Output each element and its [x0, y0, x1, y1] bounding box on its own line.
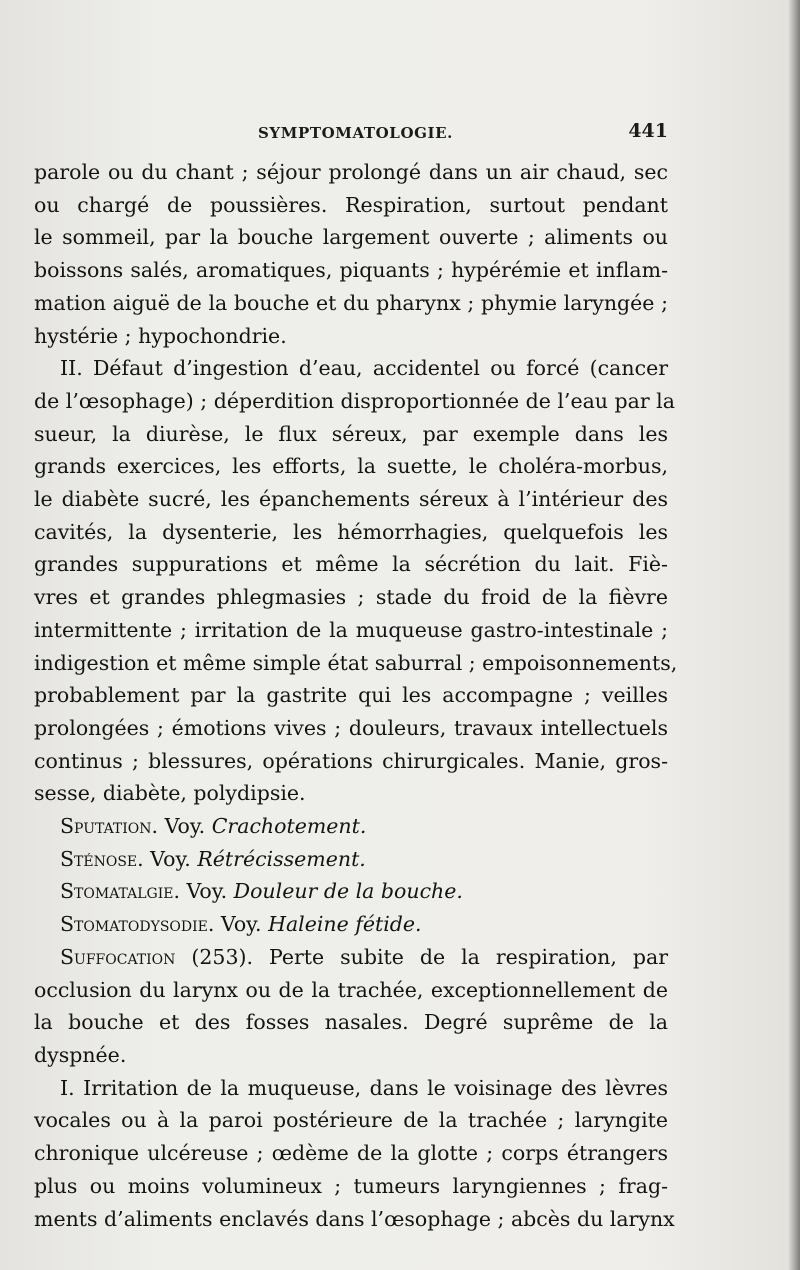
running-title: SYMPTOMATOLOGIE.	[258, 124, 453, 142]
text-line: II. Défaut d’ingestion d’eau, accidentel ou forcé (cancer	[60, 356, 668, 381]
entry-stomatalgie	[34, 875, 668, 908]
entry-reference: Haleine fétide.	[268, 912, 422, 937]
body-text	[34, 156, 678, 1235]
text-line: sesse, diabète, polydipsie.	[34, 781, 306, 806]
text-line: indigestion et même simple état saburral ; empoisonnements,	[34, 650, 678, 675]
entry-reference: Rétrécissement.	[197, 846, 366, 871]
entry-text: (253). Perte subite de la respiration, par	[175, 944, 668, 969]
entry-stomatodysodie	[34, 908, 668, 941]
text-line: de l’œsophage) ; déperdition disproportionnée de l’eau par la	[34, 388, 675, 413]
text-line: la bouche et des fosses nasales. Degré suprême de la	[34, 1010, 668, 1035]
entry-term: Stomatalgie	[60, 879, 174, 904]
entry-reference: Crachotement.	[211, 814, 367, 839]
entry-stenose	[34, 843, 668, 876]
entry-see: . Voy.	[207, 912, 269, 937]
text-line: le sommeil, par la bouche largement ouverte ; aliments ou	[34, 225, 668, 250]
entry-term: Sténose	[60, 846, 138, 871]
entry-see: . Voy.	[173, 879, 234, 904]
text-line: probablement par la gastrite qui les accompagne ; veilles	[34, 683, 668, 708]
text-line: hystérie ; hypochondrie.	[34, 323, 287, 348]
text-line: grandes suppurations et même la sécrétion du lait. Fiè-	[34, 552, 668, 577]
text-line: boissons salés, aromatiques, piquants ; hypérémie et inflam-	[34, 258, 668, 283]
entry-suffocation	[34, 941, 668, 974]
entry-reference: Douleur de la bouche.	[233, 879, 463, 904]
page-number: 441	[628, 120, 668, 142]
text-line: sueur, la diurèse, le flux séreux, par exemple dans les	[34, 421, 668, 446]
text-line: intermittente ; irritation de la muqueuse gastro-intestinale ;	[34, 617, 668, 642]
text-line: vres et grandes phlegmasies ; stade du froid de la fièvre	[34, 585, 668, 610]
entry-see: . Voy.	[137, 846, 198, 871]
text-line: ments d’aliments enclavés dans l’œsophage ; abcès du larynx	[34, 1206, 675, 1231]
text-line: chronique ulcéreuse ; œdème de la glotte ; corps étrangers	[34, 1141, 668, 1166]
text-line: ou chargé de poussières. Respiration, surtout pendant	[34, 192, 668, 217]
text-line: continus ; blessures, opérations chirurgicales. Manie, gros-	[34, 748, 668, 773]
entry-sputation	[34, 810, 668, 843]
entry-term: Suffocation	[60, 944, 176, 969]
text-line: prolongées ; émotions vives ; douleurs, travaux intellectuels	[34, 715, 668, 740]
text-line: dyspnée.	[34, 1042, 127, 1067]
text-line: I. Irritation de la muqueuse, dans le voisinage des lèvres	[60, 1075, 668, 1100]
page-edge-shadow	[788, 0, 800, 1270]
text-line: occlusion du larynx ou de la trachée, exceptionnellement de	[34, 977, 668, 1002]
text-line: vocales ou à la paroi postérieure de la trachée ; laryngite	[34, 1108, 668, 1133]
page-header	[36, 120, 668, 150]
entry-term: Sputation	[60, 814, 152, 839]
text-line: le diabète sucré, les épanchements séreux à l’intérieur des	[34, 487, 668, 512]
entry-term: Stomatodysodie	[60, 912, 208, 937]
text-line: parole ou du chant ; séjour prolongé dans un air chaud, sec	[34, 160, 668, 184]
text-line: mation aiguë de la bouche et du pharynx ; phymie laryngée ;	[34, 290, 668, 315]
text-line: grands exercices, les efforts, la suette, le choléra-morbus,	[34, 454, 668, 479]
entry-see: . Voy.	[151, 814, 212, 839]
text-line: cavités, la dysenterie, les hémorrhagies, quelquefois les	[34, 519, 668, 544]
text-line: plus ou moins volumineux ; tumeurs laryngiennes ; frag-	[34, 1173, 668, 1198]
